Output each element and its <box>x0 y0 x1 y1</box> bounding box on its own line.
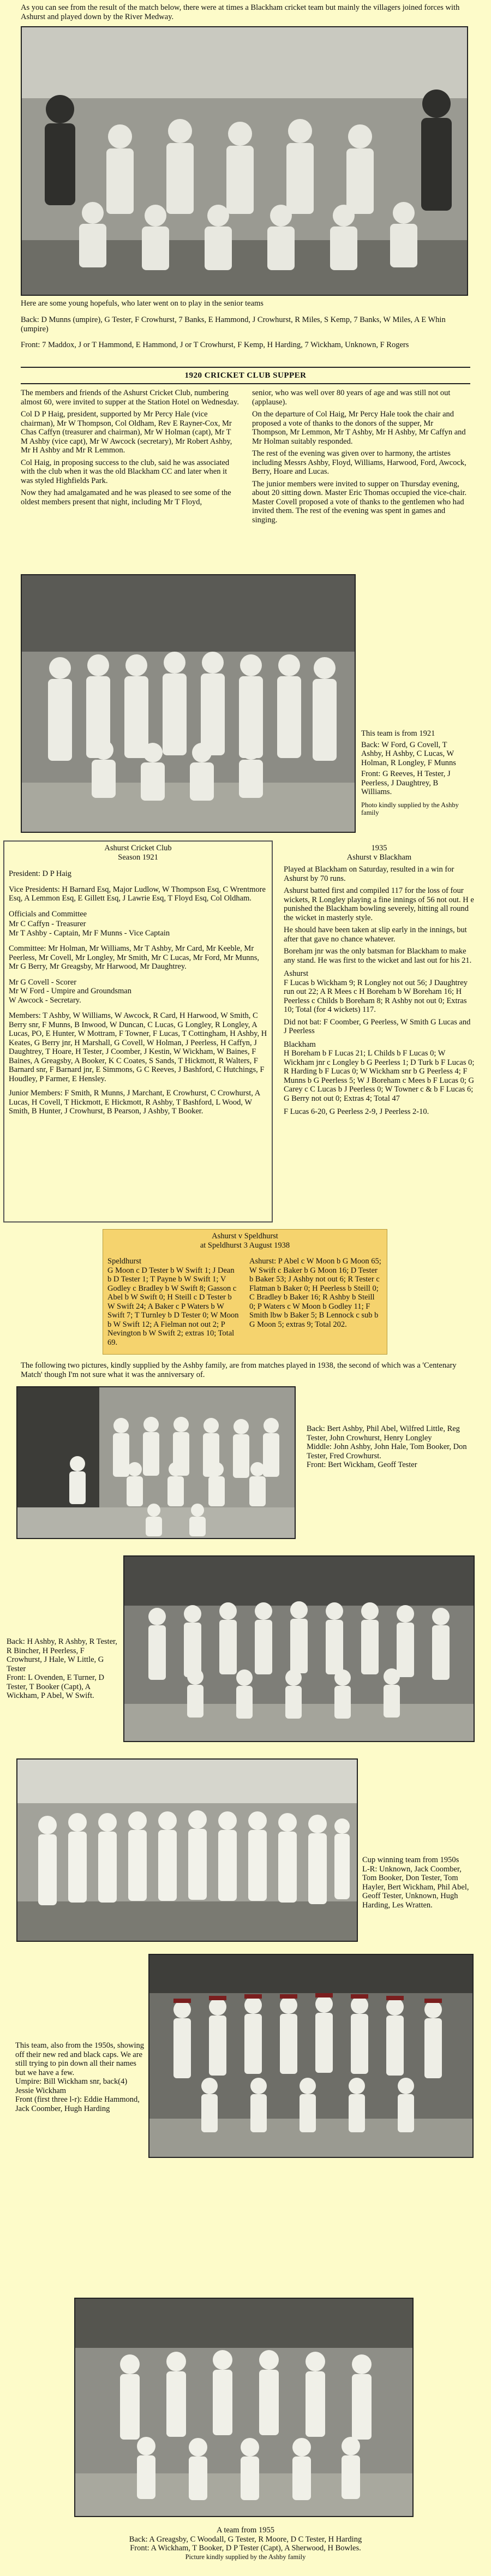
photos-intro: The following two pictures, kindly supplied by the Ashby family, are from matches played in 1938, the second of which was a 'Centenary Match' though I'm not sure what it was the anniversary of. <box>21 1361 457 1379</box>
photo2-caption <box>361 729 470 816</box>
supper-para: senior, who was well over 80 years of age and was still not out (applause). <box>252 389 451 407</box>
club-president: President: D P Haig <box>9 869 72 878</box>
photo7-caption <box>82 2526 409 2561</box>
speldhurst-heading: Speldhurst <box>107 1257 142 1266</box>
supper-right-column <box>252 389 470 528</box>
match-1935-para: He should have been taken at slip early in the innings, but after that gave no chance whatever. <box>284 926 467 944</box>
photo-1938-centenary <box>123 1555 475 1742</box>
photo7-front: Front: A Wickham, T Booker, D P Tester (Capt), A Sherwood, H Bowles. <box>130 2544 361 2553</box>
club-members: Members: T Ashby, W Williams, W Awcock, R Card, H Harwood, W Smith, C Berry snr, F Munns, B Inwood, W Duncan, C Lucas, G Longley, R Longley, A Lucas, PO, E Hunter, W Mottram, F Towner, F Lucas, T Cottingham, H Ashby, H Keates, G Berry jnr, H Marshall, G Covell, W Holman, J Peerless, H Caffyn, J Daughtrey, T Hoare, H Tester, J Coomber, J Kestin, W Wickham, W Baines, F Baines, A Greagsby, A Booker, K C Coates, S Sands, T Hickmott, R Walters, F Barnard snr, F Barnard jnr, E Simmons, G C Reeves, J Bashford, C Hutchings, F Houdley, P Farmer, E Hensley. <box>9 1011 267 1083</box>
club-juniors: Junior Members: F Smith, R Munns, J Marchant, E Crowhurst, C Crowhurst, A Lucas, H Covell, T Hickmott, E Hickmott, R Ashby, T Bashford, L Wood, W Smith, B Hunter, J Crowhurst, B Pearson, J Ashby, T Booker. <box>9 1089 260 1116</box>
divider <box>21 367 470 368</box>
supper-para: Now they had amalgamated and he was pleased to see some of the oldest members present that night, including Mr T Floyd, <box>21 488 231 506</box>
match-1935-title: Ashurst v Blackham <box>346 852 412 862</box>
match-1938-title: Ashurst v Speldhurst <box>212 1232 278 1241</box>
match-1935-year: 1935 <box>371 844 387 852</box>
speldhurst-score: G Moon c D Tester b W Swift 1; J Dean b D Tester 1; T Payne b W Swift 1; V Godley c Bradley b W Swift 8; Gasson c Abel b W Swift 0; H Steill c D Tester b W Swift 24; A Baker c P Waters b W Swift 7; T Turnley b D Tester 0; W Moon b W Swift 12; A Fielman not out 2; P Nevington b W Swift 2; extras 10; Total 69. <box>107 1266 239 1347</box>
photo2-credit: Photo kindly supplied by the Ashby family <box>361 801 459 816</box>
supper-heading: 1920 CRICKET CLUB SUPPER <box>184 371 307 380</box>
supper-para: On the departure of Col Haig, Mr Percy Hale took the chair and proposed a vote of thanks to the donors of the supper, Mr Thompson, Mr Lemmon, Mr T Ashby, Mr H Ashby, Mr Caffyn and Mr Holman suitably responded. <box>252 410 466 446</box>
photo-1938-match-1 <box>16 1386 296 1539</box>
photo6-caption: This team, also from the 1950s, showing off their new red and black caps. We are still trying to pin down all their names but we have a few. Umpire: Bill Wickham snr, back(4) Jessie Wickham Front (first three l-r): Eddie Hammond, Jack Coomber, Hugh Harding <box>15 2041 145 2113</box>
photo3-caption: Back: Bert Ashby, Phil Abel, Wilfred Little, Reg Tester, John Crowhurst, Henry Longley Middle: John Ashby, John Hale, Tom Booker, Don Tester, Fred Crowhurst. Front: Bert Wickham, Geoff Tester <box>307 1424 467 1469</box>
ashurst-1938-score: Ashurst: P Abel c W Moon b G Moon 65; W Swift c Baker b G Moon 16; D Tester b Baker 53; J Ashby not out 6; R Tester c Flatman b Baker 0; H Peerless b Steill 0; C Bradley b Baker 16; R Ashby b Steill 0; P Waters c W Moon b Godley 11; F Smith lbw b Baker 5; B Lennock c sub b G Moon 5; extras 9; Total 202. <box>249 1257 381 1329</box>
club-season: Season 1921 <box>118 852 158 862</box>
club-officials-heading: Officials and Committee <box>9 909 87 919</box>
photo-young-hopefuls <box>21 26 468 296</box>
match-1935-para: Boreham jnr was the only batsman for Blackham to make any stand. He was first to the wicket and last out for his 21. <box>284 947 472 965</box>
photo4-caption: Back: H Ashby, R Ashby, R Tester, R Bincher, H Peerless, F Crowhurst, J Hale, W Little, G Tester Front: L Ovenden, E Turner, D Tester, T Booker (Capt), A Wickham, P Abel, W Swift. <box>7 1637 117 1700</box>
photo7-credit: Picture kindly supplied by the Ashby family <box>185 2553 306 2561</box>
match-1938-box <box>103 1229 387 1355</box>
ashurst-heading: Ashurst <box>284 969 309 978</box>
club-committee: Committee: Mr Holman, Mr Williams, Mr T Ashby, Mr Card, Mr Keeble, Mr Peerless, Mr Covell, Mr Longley, Mr Smith, Mr C Lucas, Mr Ford, Mr Munns, Mr G Berry, Mr Greagsby, Mr Harwood, Mr Daughtrey. <box>9 944 260 971</box>
photo7-back: Back: A Greagsby, C Woodall, G Tester, R Moore, D C Tester, H Harding <box>129 2535 362 2544</box>
photo5-caption: Cup winning team from 1950s L-R: Unknown, Jack Coomber, Tom Booker, Don Tester, Tom Hayler, Bert Wickham, Phil Abel, Geoff Tester, Unknown, Hugh Harding, Les Wratten. <box>362 1856 469 1910</box>
match-1935-para: Ashurst batted first and compiled 117 for the loss of four wickets, R Longley playing a fine innings of 56 not out. H e punished the Blackham bowling severely, hitting all round the wicket in masterly style. <box>284 886 474 922</box>
match-1935 <box>284 844 475 1120</box>
did-not-bat: Did not bat: F Coomber, G Peerless, W Smith G Lucas and J Peerless <box>284 1017 471 1035</box>
club-scorer: Mr G Covell - Scorer Mr W Ford - Umpire and Groundsman W Awcock - Secretary. <box>9 977 131 1005</box>
photo1-front: Front: 7 Maddox, J or T Hammond, E Hammond, J or T Crowhurst, F Kemp, H Harding, 7 Wickham, Unknown, F Rogers <box>21 341 409 349</box>
photo-team-1921 <box>21 574 356 833</box>
blackham-heading: Blackham <box>284 1040 316 1049</box>
intro-text: As you can see from the result of the match below, there were at times a Blackham cricket team but mainly the villagers joined forces with Ashurst and played down by the River Medway. <box>21 3 460 21</box>
photo-team-1955 <box>74 2298 414 2517</box>
photo-cup-team-1950s <box>16 1758 358 1942</box>
club-vice-presidents: Vice Presidents: H Barnard Esq, Major Ludlow, W Thompson Esq, C Wrentmore Esq, A Lemmon Esq, E Gillett Esq, J Lawrie Esq, T Floyd Esq, Col Oldham. <box>9 885 266 903</box>
photo2-caption-line: Back: W Ford, G Covell, T Ashby, H Ashby, C Lucas, W Holman, R Longley, F Munns <box>361 740 456 767</box>
match-1935-para: Played at Blackham on Saturday, resulted in a win for Ashurst by 70 runs. <box>284 865 454 883</box>
photo1-caption: Here are some young hopefuls, who later went on to play in the senior teams <box>21 299 264 308</box>
match-1938-venue: at Speldhurst 3 August 1938 <box>200 1241 290 1250</box>
supper-para: Col Haig, in proposing success to the club, said he was associated with the club when it was the old Blackham CC and later when it was styled Highfields Park. <box>21 458 230 485</box>
supper-para: The rest of the evening was given over to harmony, the artistes including Messrs Ashby, Floyd, Williams, Harwood, Ford, Awcock, Berry, Hoare and Lucas. <box>252 449 466 476</box>
bowling-figures: F Lucas 6-20, G Peerless 2-9, J Peerless 2-10. <box>284 1107 429 1116</box>
photo-red-black-caps-1950s <box>148 1954 474 2158</box>
club-1921-box <box>3 840 273 1223</box>
photo2-caption-line: Front: G Reeves, H Tester, J Peerless, J Daughtrey, B Williams. <box>361 770 451 796</box>
photo1-back: Back: D Munns (umpire), G Tester, F Crowhurst, 7 Banks, E Hammond, J Crowhurst, R Miles, S Kemp, 7 Banks, W Miles, A E Whin (umpire) <box>21 315 446 333</box>
club-officials: Mr C Caffyn - Treasurer Mr T Ashby - Captain, Mr F Munns - Vice Captain <box>9 920 170 938</box>
supper-left-column <box>21 389 239 510</box>
supper-para: The junior members were invited to supper on Thursday evening, about 20 sitting down. Master Eric Thomas occupied the vice-chair. Master Covell proposed a vote of thanks to the gentlemen who had invited them. The rest of the evening was spent in games and singing. <box>252 479 467 524</box>
supper-para: The members and friends of the Ashurst Cricket Club, numbering almost 60, were invited to supper at the Station Hotel on Wednesday. <box>21 389 239 407</box>
supper-para: Col D P Haig, president, supported by Mr Percy Hale (vice chairman), Mr W Thompson, Col Oldham, Rev E Rayner-Cox, Mr Chas Caffyn (treasurer and chairman), Mr W Holman (capt), Mr T M Ashby (vice capt), Mr W Awcock (secretary), Mr Robert Ashby, Mr H Ashby and Mr R Lemmon. <box>21 410 232 455</box>
blackham-score: H Boreham b F Lucas 21; L Childs b F Lucas 0; W Wickham jnr c Longley b G Peerless 1; D Turk b F Lucas 0; R Harding b F Lucas 0; W Wickham snr b G Peerless 4; F Munns b G Peerless 5; W J Boreham c Mees b F Lucas 0; G Carey c C Lucas b J Peerless 0; W Towner c & b F Lucas 6; G Berry not out 0; Extras 4; Total 47 <box>284 1049 475 1103</box>
club-heading: Ashurst Cricket Club <box>104 844 172 852</box>
photo7-title: A team from 1955 <box>217 2526 274 2535</box>
photo2-caption-line: This team is from 1921 <box>361 729 435 738</box>
ashurst-score: F Lucas b Wickham 9; R Longley not out 56; J Daughtrey run out 22; A R Mees c H Boreham b W Boreham 16; H Peerless c Childs b Boreham 8; R Ashby not out 0; Extras 10; Total (for 4 wickets) 117. <box>284 978 468 1014</box>
divider <box>21 383 470 384</box>
